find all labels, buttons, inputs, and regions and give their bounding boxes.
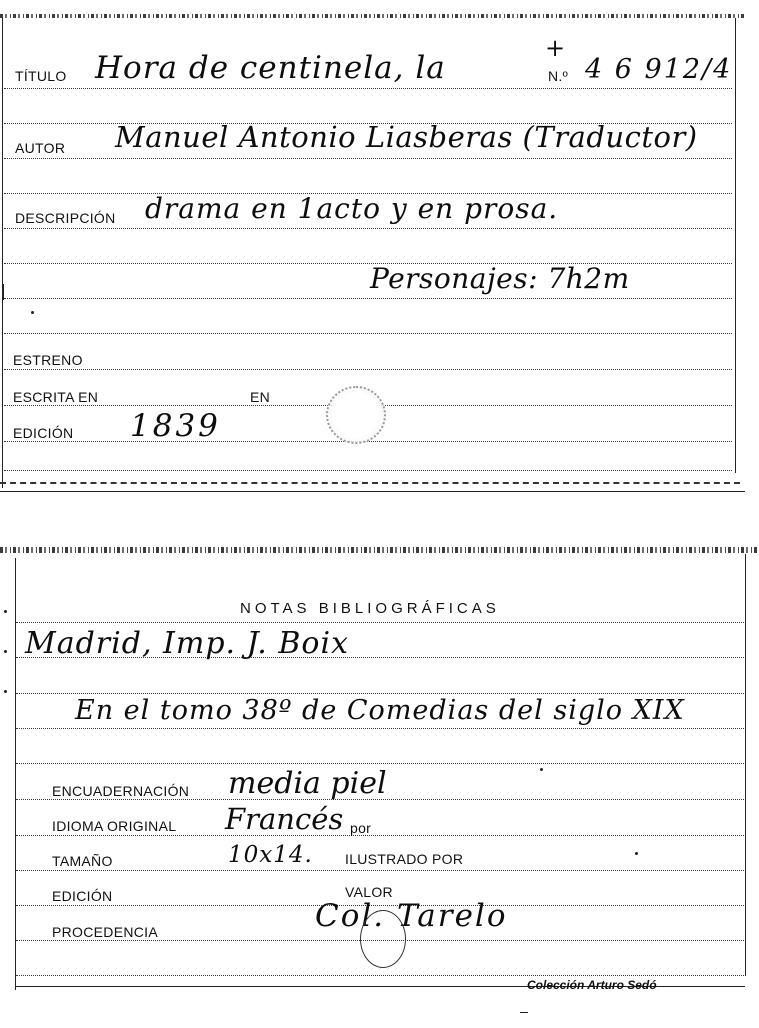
ink-blot: [360, 910, 406, 968]
rule-line: [4, 228, 732, 229]
rule-line: [16, 870, 744, 871]
note-line-1: Madrid, Imp. J. Boix: [25, 626, 349, 661]
procedencia-value: Col. Tarelo: [315, 898, 508, 934]
escrita-en-label: ESCRITA EN: [13, 389, 99, 405]
rule-line: [16, 975, 744, 976]
margin-dot: [4, 690, 7, 693]
idioma-label: IDIOMA ORIGINAL: [52, 818, 177, 834]
rule-line: [16, 693, 744, 694]
rule-line: [16, 728, 744, 729]
ink-dot: [31, 311, 34, 314]
descripcion-label: DESCRIPCIÓN: [15, 210, 116, 226]
encuadernacion-value: media piel: [228, 766, 387, 801]
ink-dot: [635, 852, 638, 855]
card-separator-line: [0, 491, 745, 492]
autor-label: AUTOR: [15, 140, 66, 156]
procedencia-label: PROCEDENCIA: [52, 924, 158, 940]
edicion-label: EDICIÓN: [13, 425, 74, 441]
card-top-edge: [0, 547, 759, 553]
card-bottom-edge: [0, 482, 740, 484]
note-line-2: En el tomo 38º de Comedias del siglo XIX: [75, 695, 685, 726]
rule-line: [4, 298, 732, 299]
margin-mark: [3, 284, 4, 300]
descripcion-value: drama en 1acto y en prosa.: [145, 192, 559, 225]
ilustrado-label: ILUSTRADO POR: [345, 851, 464, 867]
stamp-smudge: [326, 386, 386, 444]
stray-mark: [520, 1012, 528, 1013]
collection-footer: Colección Arturo Sedó: [527, 978, 657, 992]
card-right-edge: [735, 18, 736, 473]
personajes-value: Personajes: 7h2m: [370, 262, 630, 295]
por-label: por: [350, 820, 372, 836]
edicion-label-back: EDICIÓN: [52, 888, 113, 904]
rule-line: [16, 835, 744, 836]
autor-value: Manuel Antonio Liasberas (Traductor): [115, 120, 698, 154]
en-label: EN: [250, 389, 271, 405]
rule-line: [16, 763, 744, 764]
tamano-value: 10x14.: [228, 842, 313, 868]
ink-dot: [540, 768, 543, 771]
valor-label: VALOR: [345, 884, 393, 900]
numero-value: 4 6 912/4: [585, 54, 733, 85]
margin-dot: [4, 610, 7, 613]
estreno-label: ESTRENO: [13, 352, 83, 368]
notas-heading: NOTAS BIBLIOGRÁFICAS: [240, 600, 500, 617]
card-right-edge: [745, 554, 746, 976]
rule-line: [4, 470, 732, 471]
card-left-edge: [2, 18, 3, 488]
titulo-value: Hora de centinela, la: [95, 50, 446, 86]
encuadernacion-label: ENCUADERNACIÓN: [52, 783, 190, 799]
catalog-card-front: [0, 0, 759, 500]
rule-line: [4, 88, 732, 89]
cross-mark: +: [545, 34, 566, 62]
card-top-edge: [0, 14, 745, 18]
titulo-label: TÍTULO: [15, 68, 67, 84]
catalog-card-back: [0, 540, 759, 1028]
rule-line: [4, 158, 732, 159]
rule-line: [4, 333, 732, 334]
edicion-value: 1839: [130, 408, 221, 444]
rule-line: [4, 369, 732, 370]
idioma-value: Francés: [225, 802, 344, 836]
rule-line: [16, 622, 744, 623]
tamano-label: TAMAÑO: [52, 853, 113, 869]
margin-dot: [4, 650, 7, 653]
numero-label: N.º: [548, 68, 569, 84]
